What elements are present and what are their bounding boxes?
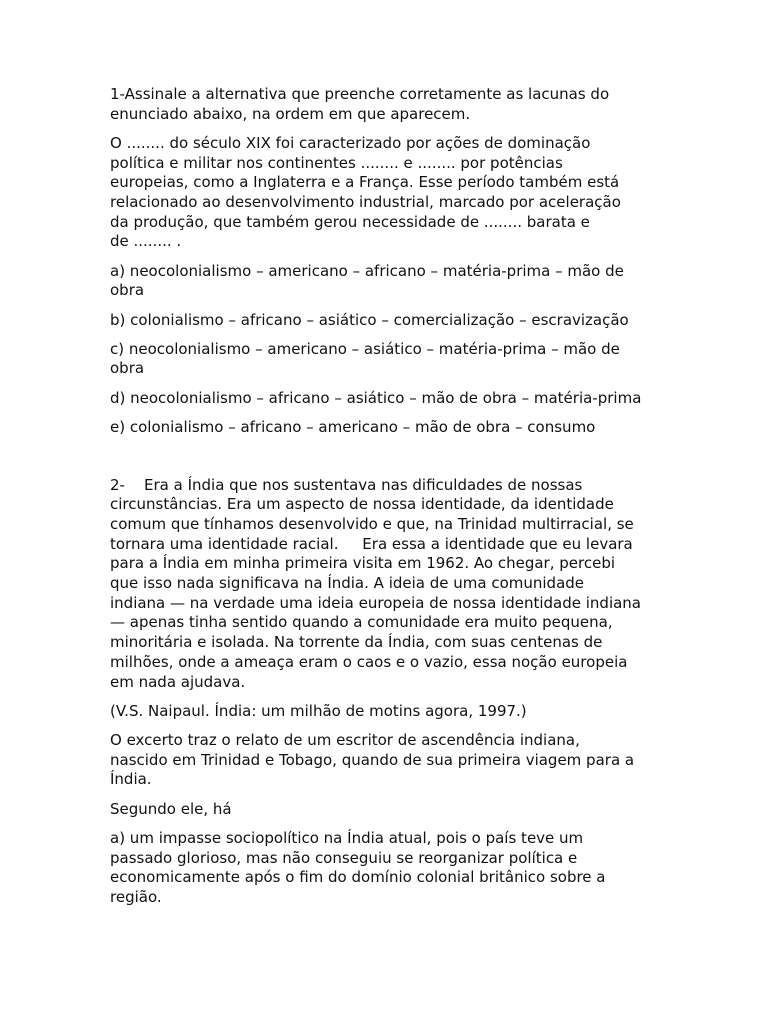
document-page (110, 85, 670, 917)
question-1-statement: O ........ do século XIX foi caracterizado por ações de dominação política e militar nos continentes ........ e ........ por potências europeias, como a Inglaterra e a França. Esse período também está relacionado ao desenvolvimento industrial, marcado por aceleração da produção, que também gerou necessidade de ........ barata e de ........ . (110, 133, 621, 251)
question-2-text: 2- Era a Índia que nos sustentava nas dificuldades de nossas circunstâncias. Era um aspecto de nossa identidade, da identidade comum que tínhamos desenvolvido e que, na Trinidad multirracial, se tornara uma identidade racial. Era essa a identidade que eu levara para a Índia em minha primeira visita em 1962. Ao chegar, percebi que isso nada significava na Índia. A ideia de uma comunidade indiana — na verdade uma ideia europeia de nossa identidade indiana — apenas tinha sentido quando a comunidade era muito pequena, minoritária e isolada. Na torrente da Índia, com suas centenas de milhões, onde a ameaça eram o caos e o vazio, essa noção europeia em nada ajudava. (110, 475, 641, 691)
question-2-citation: (V.S. Naipaul. Índia: um milhão de motins agora, 1997.) (110, 701, 527, 720)
question-2-context: O excerto traz o relato de um escritor de ascendência indiana, nascido em Trinidad e Tobago, quando de sua primeira viagem para a Índia. (110, 730, 635, 789)
question-2-option-a: a) um impasse sociopolítico na Índia atual, pois o país teve um passado glorioso, mas não conseguiu se reorganizar política e economicamente após o fim do domínio colonial britânico sobre a região. (110, 828, 606, 906)
question-1-option-c: c) neocolonialismo – americano – asiático – matéria-prima – mão de obra (110, 339, 620, 378)
question-1-option-a: a) neocolonialismo – americano – africano – matéria-prima – mão de obra (110, 261, 624, 300)
question-1-option-b: b) colonialismo – africano – asiático – comercialização – escravização (110, 310, 629, 329)
question-2-prompt: Segundo ele, há (110, 799, 232, 818)
question-1-header: 1-Assinale a alternativa que preenche corretamente as lacunas do enunciado abaixo, na ordem em que aparecem. (110, 85, 610, 123)
question-1-option-d: d) neocolonialismo – africano – asiático – mão de obra – matéria-prima (110, 388, 642, 407)
question-1-option-e: e) colonialismo – africano – americano – mão de obra – consumo (110, 417, 596, 436)
